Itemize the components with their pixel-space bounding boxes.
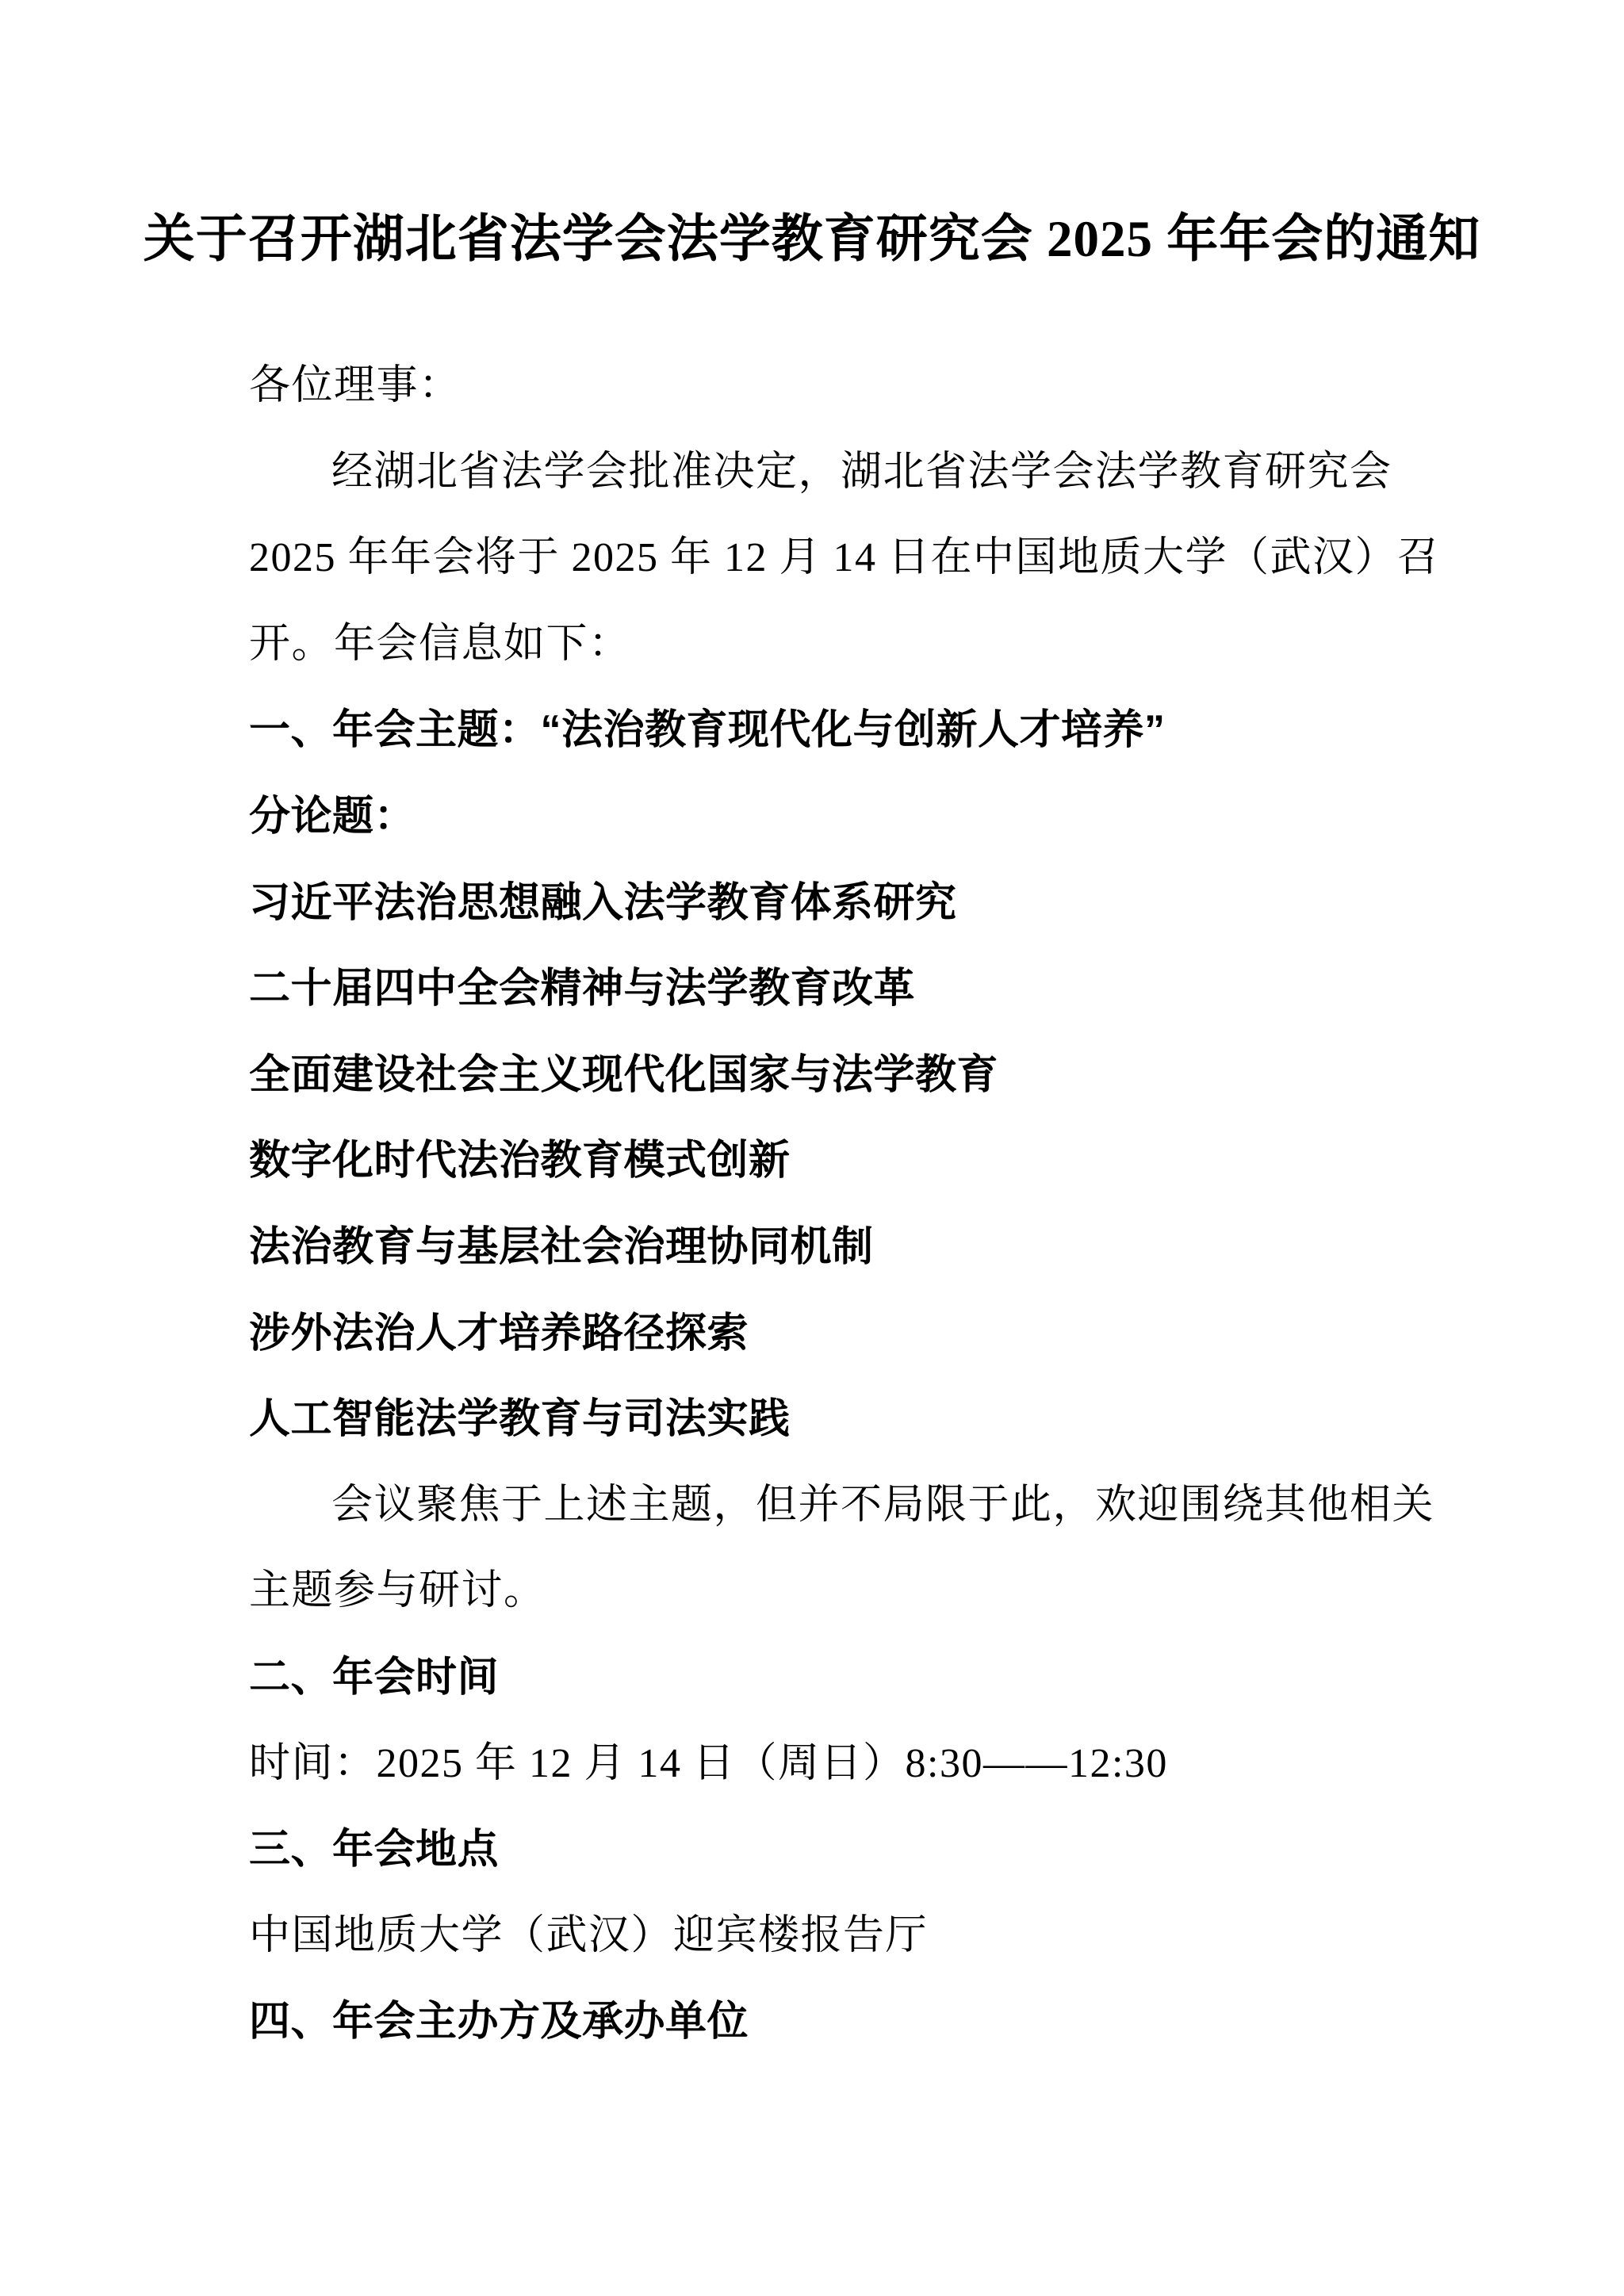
salutation: 各位理事： [249,363,462,408]
subtopic-5: 法治教育与基层社会治理协同机制 [249,1223,874,1270]
subtopic-7: 人工智能法学教育与司法实践 [249,1396,791,1443]
subtopic-4: 数字化时代法治教育模式创新 [249,1138,791,1184]
intro-paragraph-line-3: 开。年会信息如下： [249,621,631,667]
meeting-venue-detail: 中国地质大学（武汉）迎宾楼报告厅 [249,1912,929,1958]
intro-paragraph-line-1: 经湖北省法学会批准决定，湖北省法学会法学教育研究会 [331,449,1392,495]
subtopic-6: 涉外法治人才培养路径探索 [249,1310,749,1357]
document-title: 关于召开湖北省法学会法学教育研究会 2025 年年会的通知 [143,211,1481,268]
subtopic-3: 全面建设社会主义现代化国家与法学教育 [249,1051,999,1098]
heading-organizers: 四、年会主办方及承办单位 [249,1999,749,2045]
subtopic-2: 二十届四中全会精神与法学教育改革 [249,966,916,1012]
intro-paragraph-line-2: 2025 年年会将于 2025 年 12 月 14 日在中国地质大学（武汉）召 [249,535,1440,581]
scope-paragraph-line-1: 会议聚焦于上述主题，但并不局限于此，欢迎围绕其他相关 [331,1482,1435,1528]
heading-meeting-venue: 三、年会地点 [249,1827,500,1873]
heading-annual-meeting-theme: 一、年会主题：“法治教育现代化与创新人才培养” [249,707,1166,754]
subtopics-label: 分论题： [249,793,416,840]
meeting-time-detail: 时间：2025 年 12 月 14 日（周日）8:30——12:30 [249,1740,1168,1786]
scope-paragraph-line-2: 主题参与研讨。 [249,1568,546,1614]
subtopic-1: 习近平法治思想融入法学教育体系研究 [249,879,957,926]
heading-meeting-time: 二、年会时间 [249,1654,500,1701]
document-body [249,343,1440,2065]
